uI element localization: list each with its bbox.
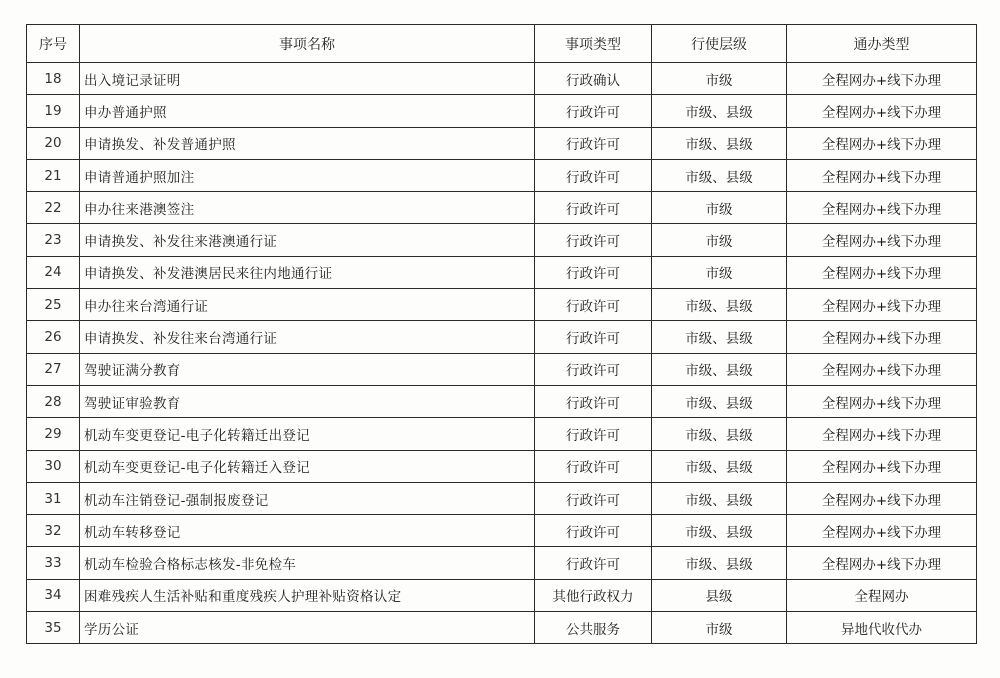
matters-table (26, 24, 977, 644)
row-no: 27 (27, 353, 80, 385)
table-row (27, 63, 977, 95)
row-level: 市级 (652, 224, 787, 256)
table-row (27, 224, 977, 256)
row-level: 市级、县级 (652, 515, 787, 547)
row-type: 行政许可 (535, 192, 652, 224)
row-no: 33 (27, 547, 80, 579)
row-no: 24 (27, 256, 80, 288)
row-handle: 全程网办+线下办理 (787, 482, 977, 514)
row-name: 申请换发、补发普通护照 (80, 127, 535, 159)
row-level: 市级、县级 (652, 159, 787, 191)
row-level: 市级、县级 (652, 385, 787, 417)
row-no: 34 (27, 579, 80, 611)
row-name: 申请换发、补发往来港澳通行证 (80, 224, 535, 256)
row-name: 学历公证 (80, 612, 535, 644)
row-level: 市级、县级 (652, 353, 787, 385)
table-row (27, 95, 977, 127)
header-level: 行使层级 (652, 25, 787, 63)
row-type: 行政许可 (535, 289, 652, 321)
row-name: 申办往来港澳签注 (80, 192, 535, 224)
row-handle: 异地代收代办 (787, 612, 977, 644)
row-type: 行政许可 (535, 256, 652, 288)
row-name: 申办普通护照 (80, 95, 535, 127)
table-row (27, 547, 977, 579)
row-type: 行政许可 (535, 385, 652, 417)
row-handle: 全程网办 (787, 579, 977, 611)
row-level: 市级、县级 (652, 450, 787, 482)
table-row (27, 418, 977, 450)
row-type: 行政许可 (535, 224, 652, 256)
row-handle: 全程网办+线下办理 (787, 95, 977, 127)
row-type: 行政许可 (535, 321, 652, 353)
row-no: 28 (27, 385, 80, 417)
row-type: 行政许可 (535, 482, 652, 514)
row-handle: 全程网办+线下办理 (787, 256, 977, 288)
row-type: 行政许可 (535, 127, 652, 159)
table-row (27, 515, 977, 547)
row-level: 市级、县级 (652, 95, 787, 127)
row-level: 市级、县级 (652, 127, 787, 159)
row-name: 驾驶证满分教育 (80, 353, 535, 385)
row-no: 21 (27, 159, 80, 191)
row-no: 22 (27, 192, 80, 224)
table-row (27, 579, 977, 611)
row-no: 35 (27, 612, 80, 644)
header-handle: 通办类型 (787, 25, 977, 63)
row-type: 行政确认 (535, 63, 652, 95)
row-handle: 全程网办+线下办理 (787, 385, 977, 417)
row-level: 市级 (652, 612, 787, 644)
row-name: 困难残疾人生活补贴和重度残疾人护理补贴资格认定 (80, 579, 535, 611)
row-no: 25 (27, 289, 80, 321)
row-handle: 全程网办+线下办理 (787, 289, 977, 321)
row-type: 行政许可 (535, 95, 652, 127)
row-level: 市级、县级 (652, 547, 787, 579)
row-level: 市级 (652, 256, 787, 288)
table-row (27, 450, 977, 482)
row-handle: 全程网办+线下办理 (787, 192, 977, 224)
row-name: 申请换发、补发港澳居民来往内地通行证 (80, 256, 535, 288)
row-handle: 全程网办+线下办理 (787, 547, 977, 579)
table-row (27, 127, 977, 159)
row-handle: 全程网办+线下办理 (787, 353, 977, 385)
row-no: 32 (27, 515, 80, 547)
row-no: 31 (27, 482, 80, 514)
table-row (27, 289, 977, 321)
row-level: 市级、县级 (652, 321, 787, 353)
table-row (27, 256, 977, 288)
row-name: 申请普通护照加注 (80, 159, 535, 191)
header-no: 序号 (27, 25, 80, 63)
row-type: 公共服务 (535, 612, 652, 644)
table-row (27, 192, 977, 224)
row-level: 市级、县级 (652, 482, 787, 514)
row-type: 其他行政权力 (535, 579, 652, 611)
header-type: 事项类型 (535, 25, 652, 63)
row-name: 机动车变更登记-电子化转籍迁出登记 (80, 418, 535, 450)
row-handle: 全程网办+线下办理 (787, 127, 977, 159)
row-no: 29 (27, 418, 80, 450)
row-level: 市级 (652, 63, 787, 95)
header-name: 事项名称 (80, 25, 535, 63)
table-header-row (27, 25, 977, 63)
row-name: 申办往来台湾通行证 (80, 289, 535, 321)
row-handle: 全程网办+线下办理 (787, 63, 977, 95)
row-level: 市级 (652, 192, 787, 224)
row-no: 18 (27, 63, 80, 95)
row-name: 机动车转移登记 (80, 515, 535, 547)
row-handle: 全程网办+线下办理 (787, 224, 977, 256)
row-type: 行政许可 (535, 450, 652, 482)
row-handle: 全程网办+线下办理 (787, 515, 977, 547)
row-name: 机动车检验合格标志核发-非免检车 (80, 547, 535, 579)
row-handle: 全程网办+线下办理 (787, 321, 977, 353)
table-row (27, 321, 977, 353)
row-type: 行政许可 (535, 353, 652, 385)
row-level: 市级、县级 (652, 418, 787, 450)
row-handle: 全程网办+线下办理 (787, 450, 977, 482)
table-row (27, 612, 977, 644)
row-handle: 全程网办+线下办理 (787, 159, 977, 191)
row-no: 26 (27, 321, 80, 353)
row-name: 申请换发、补发往来台湾通行证 (80, 321, 535, 353)
row-type: 行政许可 (535, 547, 652, 579)
row-name: 出入境记录证明 (80, 63, 535, 95)
row-level: 市级、县级 (652, 289, 787, 321)
table-row (27, 482, 977, 514)
row-name: 机动车变更登记-电子化转籍迁入登记 (80, 450, 535, 482)
row-type: 行政许可 (535, 418, 652, 450)
table-row (27, 159, 977, 191)
row-no: 30 (27, 450, 80, 482)
row-no: 20 (27, 127, 80, 159)
row-no: 19 (27, 95, 80, 127)
row-type: 行政许可 (535, 159, 652, 191)
table-row (27, 353, 977, 385)
row-name: 驾驶证审验教育 (80, 385, 535, 417)
row-no: 23 (27, 224, 80, 256)
table-row (27, 385, 977, 417)
row-level: 县级 (652, 579, 787, 611)
row-handle: 全程网办+线下办理 (787, 418, 977, 450)
row-name: 机动车注销登记-强制报废登记 (80, 482, 535, 514)
row-type: 行政许可 (535, 515, 652, 547)
